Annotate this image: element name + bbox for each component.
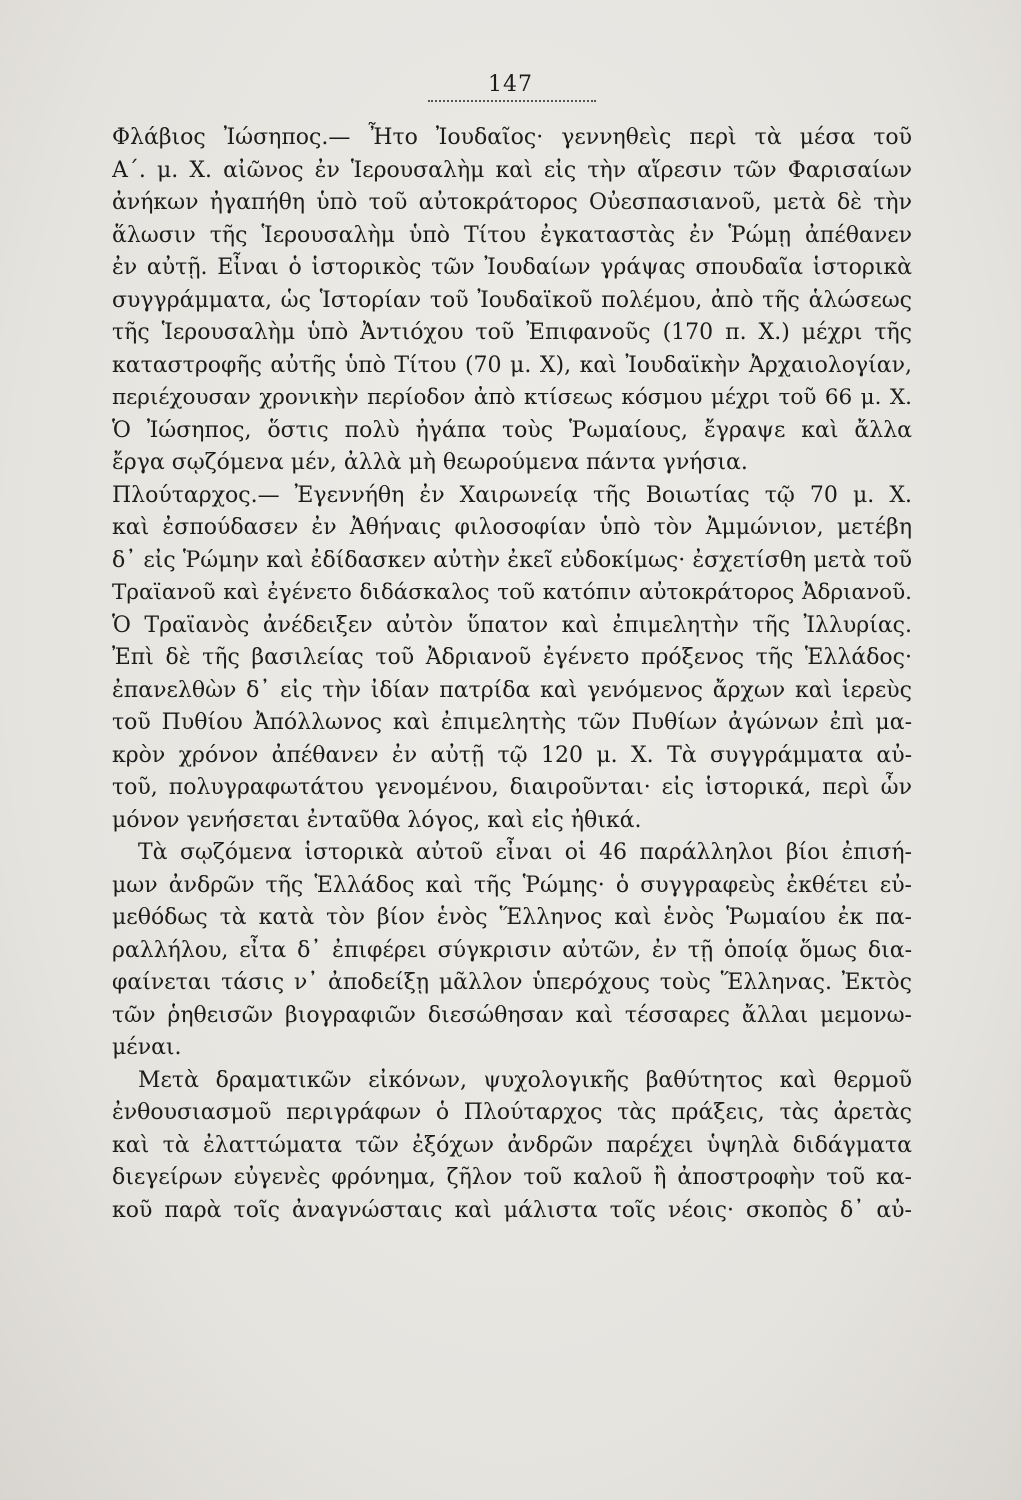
text-line: Ἐπὶ δὲ τῆς βασιλείας τοῦ Ἀδριανοῦ ἐγένετο πρόξενος τῆς Ἑλλάδος· (112, 645, 912, 670)
text-line: μων ἀνδρῶν τῆς Ἑλλάδος καὶ τῆς Ῥώμης· ὁ συγγραφεὺς ἐκθέτει εὐ- (112, 872, 912, 898)
text-line: ἐν αὐτῇ. Εἶναι ὁ ἱστορικὸς τῶν Ἰουδαίων γράψας σπουδαῖα ἱστορικὰ (112, 255, 912, 280)
text-line: περιέχουσαν χρονικὴν περίοδον ἀπὸ κτίσεως κόσμου μέχρι τοῦ 66 μ. Χ. (112, 385, 912, 410)
page-number: 147 (488, 72, 533, 97)
text-line: Μετὰ δραματικῶν εἰκόνων, ψυχολογικῆς βαθύτητος καὶ θερμοῦ (138, 1067, 912, 1093)
text-line: Πλούταρχος.— Ἐγεννήθη ἐν Χαιρωνείᾳ τῆς Βοιωτίας τῷ 70 μ. Χ. (112, 482, 912, 508)
text-line: φαίνεται τάσις ν᾿ ἀποδείξῃ μᾶλλον ὑπερόχους τοὺς Ἕλληνας. Ἐκτὸς (112, 970, 912, 995)
text-line: Τραϊανοῦ καὶ ἐγένετο διδάσκαλος τοῦ κατόπιν αὐτοκράτορος Ἀδριανοῦ. (112, 580, 912, 605)
text-line: τοῦ Πυθίου Ἀπόλλωνος καὶ ἐπιμελητὴς τῶν Πυθίων ἀγώνων ἐπὶ μα- (112, 710, 912, 735)
body-text (112, 122, 912, 1227)
text-line: κρὸν χρόνον ἀπέθανεν ἐν αὐτῇ τῷ 120 μ. Χ. Τὰ συγγράμματα αὐ- (112, 742, 912, 768)
text-line: Α΄. μ. Χ. αἰῶνος ἐν Ἱερουσαλὴμ καὶ εἰς τὴν αἵρεσιν τῶν Φαρισαίων (112, 157, 912, 183)
text-line: καὶ τὰ ἐλαττώματα τῶν ἐξόχων ἀνδρῶν παρέχει ὑψηλὰ διδάγματα (112, 1132, 912, 1158)
text-line: τοῦ, πολυγραφωτάτου γενομένου, διαιροῦνται· εἰς ἱστορικά, περὶ ὧν (112, 775, 912, 800)
text-line: μόνον γενήσεται ἐνταῦθα λόγος, καὶ εἰς ἠθικά. (112, 807, 642, 833)
text-line: καταστροφῆς αὐτῆς ὑπὸ Τίτου (70 μ. Χ), καὶ Ἰουδαϊκὴν Ἀρχαιολογίαν, (112, 352, 912, 378)
text-line: ραλλήλου, εἶτα δ᾿ ἐπιφέρει σύγκρισιν αὐτῶν, ἐν τῇ ὁποίᾳ ὅμως δια- (112, 937, 912, 963)
text-line: μέναι. (112, 1035, 182, 1060)
text-line: καὶ ἐσπούδασεν ἐν Ἀθήναις φιλοσοφίαν ὑπὸ τὸν Ἀμμώνιον, μετέβη (112, 515, 912, 540)
text-line: ἐνθουσιασμοῦ περιγράφων ὁ Πλούταρχος τὰς πράξεις, τὰς ἀρετὰς (112, 1100, 912, 1125)
text-line: τῆς Ἱερουσαλὴμ ὑπὸ Ἀντιόχου τοῦ Ἐπιφανοῦς (170 π. Χ.) μέχρι τῆς (112, 320, 912, 345)
text-line: δ᾿ εἰς Ῥώμην καὶ ἐδίδασκεν αὐτὴν ἐκεῖ εὐδοκίμως· ἐσχετίσθη μετὰ τοῦ (112, 547, 912, 573)
text-line: Ὁ Τραϊανὸς ἀνέδειξεν αὐτὸν ὕπατον καὶ ἐπιμελητὴν τῆς Ἰλλυρίας. (112, 612, 912, 638)
text-line: διεγείρων εὐγενὲς φρόνημα, ζῆλον τοῦ καλοῦ ἢ ἀποστροφὴν τοῦ κα- (112, 1165, 912, 1190)
text-line: συγγράμματα, ὡς Ἱστορίαν τοῦ Ἰουδαϊκοῦ πολέμου, ἀπὸ τῆς ἁλώσεως (112, 287, 912, 313)
page-number-rule (428, 100, 596, 102)
text-line: τῶν ῥηθεισῶν βιογραφιῶν διεσώθησαν καὶ τέσσαρες ἄλλαι μεμονω- (112, 1002, 912, 1028)
text-line: ἐπανελθὼν δ᾿ εἰς τὴν ἰδίαν πατρίδα καὶ γενόμενος ἄρχων καὶ ἱερεὺς (112, 677, 912, 703)
text-line: Τὰ σῳζόμενα ἱστορικὰ αὐτοῦ εἶναι οἱ 46 παράλληλοι βίοι ἐπισή- (138, 840, 912, 865)
text-line: ἀνήκων ἠγαπήθη ὑπὸ τοῦ αὐτοκράτορος Οὐεσπασιανοῦ, μετὰ δὲ τὴν (112, 190, 912, 215)
text-line: κοῦ παρὰ τοῖς ἀναγνώσταις καὶ μάλιστα τοῖς νέοις· σκοπὸς δ᾿ αὐ- (112, 1197, 912, 1223)
text-line: Φλάβιος Ἰώσηπος.— Ἦτο Ἰουδαῖος· γεννηθεὶς περὶ τὰ μέσα τοῦ (112, 125, 912, 150)
text-line: ἅλωσιν τῆς Ἱερουσαλὴμ ὑπὸ Τίτου ἐγκαταστὰς ἐν Ῥώμῃ ἀπέθανεν (112, 222, 912, 248)
text-line: μεθόδως τὰ κατὰ τὸν βίον ἑνὸς Ἕλληνος καὶ ἑνὸς Ῥωμαίου ἐκ πα- (112, 905, 912, 930)
text-line: Ὁ Ἰώσηπος, ὅστις πολὺ ἠγάπα τοὺς Ῥωμαίους, ἔγραψε καὶ ἄλλα (112, 417, 912, 443)
text-line: ἔργα σῳζόμενα μέν, ἀλλὰ μὴ θεωρούμενα πάντα γνήσια. (112, 450, 748, 475)
